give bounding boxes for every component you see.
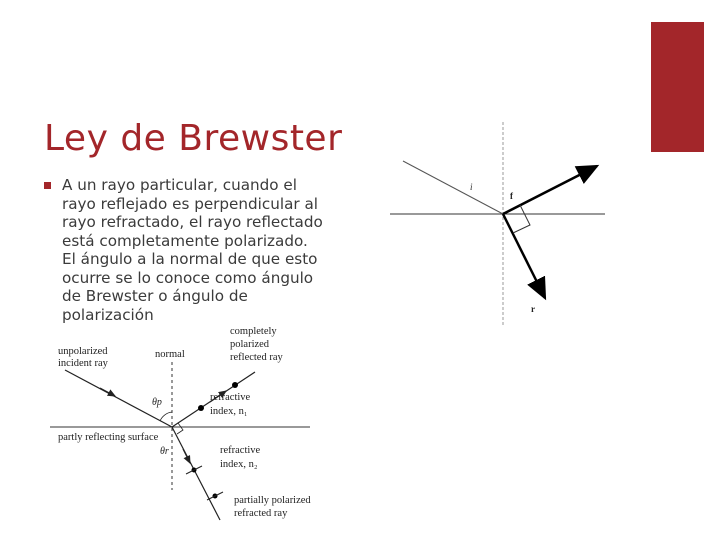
label-normal: normal — [155, 349, 185, 360]
refracted-arrow — [183, 449, 190, 463]
label-r: r — [531, 304, 535, 314]
right-angle-small — [177, 423, 183, 434]
incident-arrow — [100, 388, 115, 396]
label-partially-polarized: partially polarized refracted ray — [234, 495, 311, 519]
reflected-ray — [503, 166, 597, 214]
refracted-line — [172, 427, 220, 520]
slide-title: Ley de Brewster — [44, 118, 343, 159]
refracted-pol-2 — [207, 492, 223, 500]
theta-p-arc — [160, 412, 172, 421]
label-f: f — [510, 191, 513, 201]
refracted-pol-1 — [186, 466, 202, 474]
polarization-diagram — [50, 326, 313, 520]
label-theta-p: θp — [152, 397, 162, 408]
label-unpolarized: unpolarized incident ray — [58, 346, 108, 369]
label-i: i — [470, 182, 473, 192]
refracted-ray — [503, 214, 545, 298]
reflected-dot-1 — [198, 405, 204, 411]
label-completely-polarized: completely polarized reflected ray — [230, 326, 283, 363]
brewster-angle-diagram — [390, 122, 605, 326]
label-refractive-index-2: refractive index, n₂ — [220, 445, 261, 470]
incident-ray — [403, 161, 503, 214]
label-refractive-index-1: refractive index, n₁ — [210, 392, 251, 417]
label-surface: partly reflecting surface — [58, 432, 159, 443]
right-angle-mark — [513, 205, 530, 233]
reflected-dot-2 — [232, 382, 238, 388]
bullet-text: A un rayo particular, cuando el rayo reflejado es perpendicular al rayo refractado, el rayo reflectado está completamente polarizado. El ángulo a la normal de que esto ocurre se lo conoce como ángulo de Brewster o ángulo de polarización — [62, 176, 323, 324]
label-theta-r: θr — [160, 446, 169, 457]
